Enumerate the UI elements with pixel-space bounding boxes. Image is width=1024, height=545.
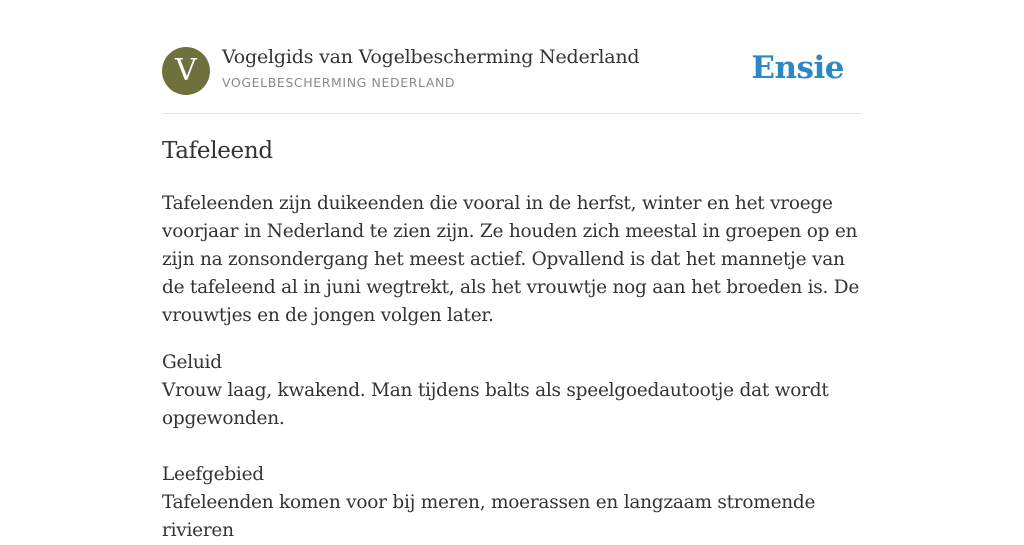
section-text: Tafeleenden komen voor bij meren, moerassen en langzaam stromende rivieren <box>162 492 816 541</box>
entry-intro-paragraph: Tafeleenden zijn duikeenden die vooral in de herfst, winter en het vroege voorjaar in Nederland te zien zijn. Ze houden zich meestal in groepen op en zijn na zonsondergang het meest actief. Opvallend is dat het mannetje van de tafeleend al in juni wegtrekt, als het vrouwtje nog aan het broeden is. De vrouwtjes en de jongen volgen later. <box>162 193 860 326</box>
section-heading: Geluid <box>162 352 222 373</box>
section-geluid <box>162 349 862 433</box>
section-text: Vrouw laag, kwakend. Man tijdens balts als speelgoedautootje dat wordt opgewonden. <box>162 380 829 429</box>
entry-title: Tafeleend <box>162 138 273 164</box>
header-divider <box>162 113 862 114</box>
source-header <box>162 46 862 96</box>
source-avatar[interactable]: V <box>162 47 210 95</box>
source-subtitle[interactable]: VOGELBESCHERMING NEDERLAND <box>222 75 456 90</box>
ensie-logo-link[interactable]: Ensie <box>751 50 844 86</box>
section-heading: Leefgebied <box>162 464 264 485</box>
source-title[interactable]: Vogelgids van Vogelbescherming Nederland <box>222 46 640 68</box>
section-leefgebied <box>162 461 862 545</box>
